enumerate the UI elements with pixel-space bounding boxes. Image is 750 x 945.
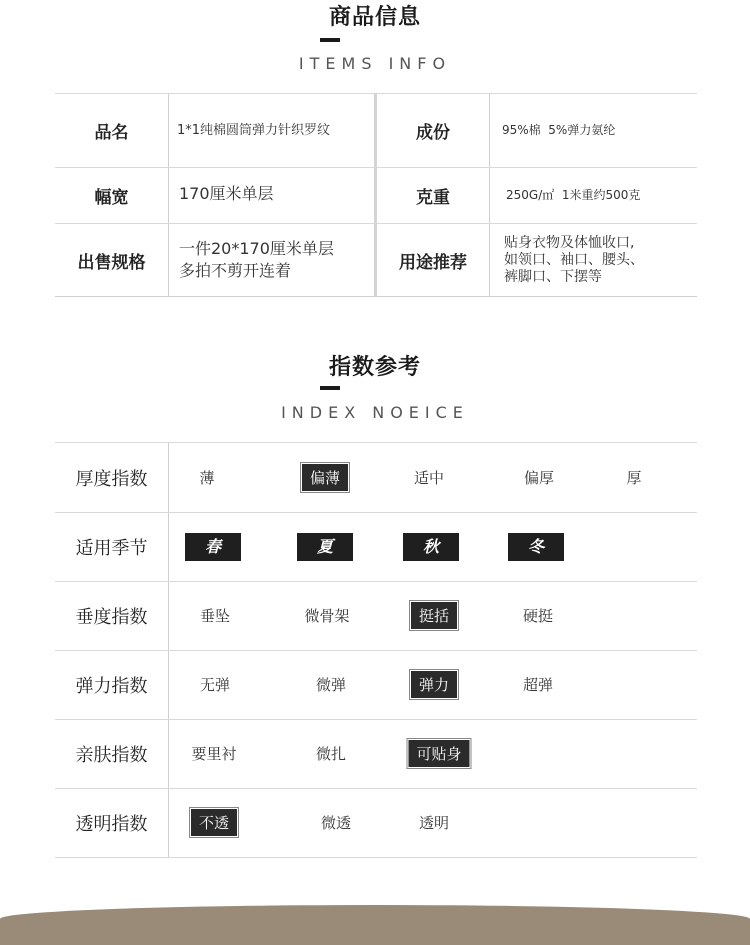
info-value bbox=[504, 224, 694, 296]
info-header: 成份 bbox=[416, 123, 450, 143]
index-title: 指数参考 bbox=[328, 355, 421, 380]
index-row-season bbox=[55, 512, 697, 582]
info-value: 170厘米单层 bbox=[179, 184, 274, 203]
index-option-selected: 偏薄 bbox=[302, 443, 348, 512]
index-option: 偏厚 bbox=[523, 469, 555, 487]
footer-band bbox=[0, 905, 750, 945]
index-option-selected: 不透 bbox=[191, 788, 237, 857]
info-value bbox=[179, 224, 374, 296]
info-row-width bbox=[55, 167, 697, 224]
index-label: 适用季节 bbox=[75, 537, 148, 559]
info-header: 品名 bbox=[94, 123, 129, 143]
index-option: 薄 bbox=[199, 469, 215, 487]
index-row-drape bbox=[55, 581, 697, 651]
index-label: 亲肤指数 bbox=[75, 744, 148, 766]
season-badge: 冬 bbox=[508, 512, 564, 581]
index-row-elasticity bbox=[55, 650, 697, 720]
index-option: 微透 bbox=[320, 814, 352, 832]
info-row-spec bbox=[55, 224, 697, 296]
index-table bbox=[55, 442, 697, 857]
index-option: 厚 bbox=[626, 469, 642, 487]
info-header: 出售规格 bbox=[77, 252, 146, 273]
info-row-name bbox=[55, 94, 697, 168]
index-option: 无弹 bbox=[199, 676, 231, 694]
index-option: 硬挺 bbox=[522, 607, 554, 625]
index-option: 微骨架 bbox=[304, 607, 350, 625]
index-subtitle: INDEX NOEICE bbox=[281, 403, 469, 422]
index-label: 透明指数 bbox=[75, 813, 148, 835]
spec-line: 多拍不剪开连着 bbox=[179, 261, 292, 280]
info-value: 1*1纯棉圆筒弹力针织罗纹 bbox=[177, 123, 331, 138]
info-value: 95%棉 5%弹力氨纶 bbox=[502, 123, 616, 137]
index-option: 要里衬 bbox=[191, 745, 237, 763]
index-option-selected: 弹力 bbox=[411, 650, 457, 719]
season-badge: 春 bbox=[185, 512, 241, 581]
index-option: 微扎 bbox=[315, 745, 347, 763]
usage-line: 如领口、袖口、腰头、 bbox=[504, 251, 644, 268]
usage-line: 贴身衣物及体恤收口, bbox=[504, 234, 635, 251]
index-option: 垂坠 bbox=[199, 607, 231, 625]
index-option-selected: 可贴身 bbox=[408, 719, 469, 788]
info-header: 幅宽 bbox=[94, 187, 129, 208]
info-header: 用途推荐 bbox=[399, 252, 467, 273]
index-option: 微弹 bbox=[315, 676, 347, 694]
usage-line: 裤脚口、下摆等 bbox=[504, 268, 602, 285]
index-option: 透明 bbox=[418, 814, 450, 832]
index-row-transparency bbox=[55, 788, 697, 858]
index-option: 超弹 bbox=[522, 676, 554, 694]
index-label: 弹力指数 bbox=[75, 675, 148, 697]
items-info-table bbox=[55, 93, 697, 297]
index-label: 垂度指数 bbox=[75, 606, 148, 628]
spec-line: 一件20*170厘米单层 bbox=[179, 239, 334, 258]
title-accent-bar bbox=[320, 386, 340, 390]
season-badge: 秋 bbox=[403, 512, 459, 581]
index-option: 适中 bbox=[413, 469, 445, 487]
index-label: 厚度指数 bbox=[75, 468, 148, 490]
items-info-subtitle: ITEMS INFO bbox=[298, 54, 452, 73]
items-info-title: 商品信息 bbox=[328, 5, 421, 30]
season-badge: 夏 bbox=[297, 512, 353, 581]
info-header: 克重 bbox=[416, 187, 450, 208]
index-option-selected: 挺括 bbox=[411, 581, 457, 650]
title-accent-bar bbox=[320, 38, 340, 42]
info-value: 250G/㎡ 1米重约500克 bbox=[506, 187, 641, 202]
index-row-thickness bbox=[55, 443, 697, 513]
index-row-skin bbox=[55, 719, 697, 789]
